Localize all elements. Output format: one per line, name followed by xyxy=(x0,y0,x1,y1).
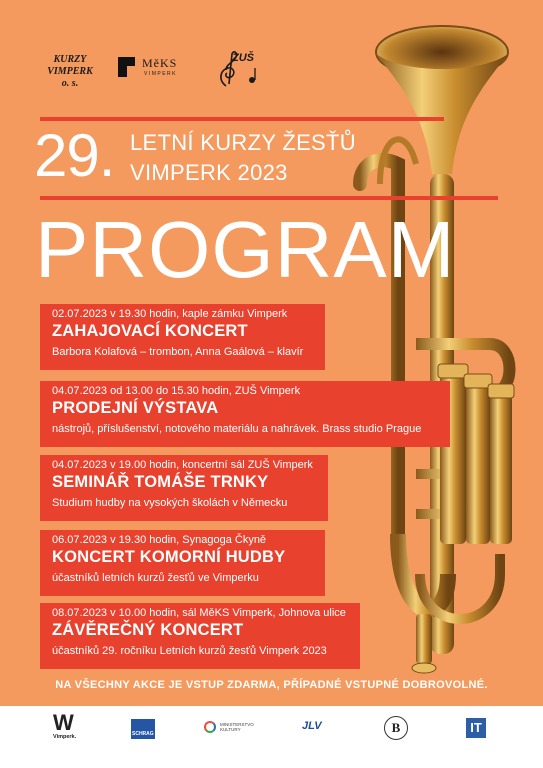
event-description: Studium hudby na vysokých školách v Německu xyxy=(52,497,288,509)
event-date: 02.07.2023 v 19.30 hodin, kaple zámku Vimperk xyxy=(52,308,288,320)
schrag-logo-label: SCHRAG xyxy=(132,731,154,737)
kurzy-logo-line: o. s. xyxy=(61,78,79,89)
event-title: ZAHAJOVACÍ KONCERT xyxy=(52,322,248,340)
zus-logo xyxy=(214,50,262,90)
event-card xyxy=(40,530,325,596)
meks-logo-name: MěKS xyxy=(142,56,178,70)
ministry-ring-icon xyxy=(204,721,216,733)
event-description: Barbora Kolafová – trombon, Anna Gaálová – klavír xyxy=(52,346,304,358)
event-description: nástrojů, příslušenství, notového materiálu a nahrávek. Brass studio Prague xyxy=(52,423,422,435)
event-title: ZÁVĚREČNÝ KONCERT xyxy=(52,621,244,639)
festival-title-line2: VIMPERK 2023 xyxy=(130,160,288,185)
kurzy-logo-line: KURZY xyxy=(53,54,87,65)
event-date: 04.07.2023 v 19.00 hodin, koncertní sál ZUŠ Vimperk xyxy=(52,459,313,471)
event-date: 08.07.2023 v 10.00 hodin, sál MěKS Vimperk, Johnova ulice xyxy=(52,607,346,619)
header-top-rule xyxy=(40,117,444,121)
vimperk-logo-mark: W xyxy=(53,710,70,735)
jlv-sponsor-logo: JLV xyxy=(302,720,322,732)
event-card xyxy=(40,603,360,669)
event-card xyxy=(40,381,450,447)
edition-number: 29. xyxy=(34,122,115,189)
event-date: 04.07.2023 od 13.00 do 15.30 hodin, ZUŠ Vimperk xyxy=(52,385,301,397)
kurzy-vimperk-logo xyxy=(40,54,100,90)
ministry-logo-line: KULTURY xyxy=(220,727,241,732)
event-description: účastníků letních kurzů žesťů ve Vimperku xyxy=(52,572,259,584)
vimperk-sponsor-logo xyxy=(53,712,76,740)
event-date: 06.07.2023 v 19.30 hodin, Synagoga Čkyně xyxy=(52,534,267,546)
trumpet-illustration xyxy=(320,14,535,684)
meks-logo xyxy=(118,56,200,80)
it-sponsor-logo: IT xyxy=(466,718,486,738)
event-description: účastníků 29. ročníku Letních kurzů žesťů Vimperk 2023 xyxy=(52,645,327,657)
schrag-sponsor-logo xyxy=(131,719,155,739)
event-card xyxy=(40,304,325,370)
free-entry-notice: NA VŠECHNY AKCE JE VSTUP ZDARMA, PŘÍPADNÉ VSTUPNÉ DOBROVOLNÉ. xyxy=(55,679,488,691)
header-bottom-rule xyxy=(40,196,498,200)
ministry-logo-line: MINISTERSTVO xyxy=(220,722,254,727)
sponsor-footer xyxy=(0,706,543,768)
meks-logo-mark xyxy=(118,57,135,77)
festival-title-line1: LETNÍ KURZY ŽESŤŮ xyxy=(130,130,356,155)
seal-sponsor-logo: B xyxy=(384,716,408,740)
event-title: KONCERT KOMORNÍ HUDBY xyxy=(52,548,286,566)
program-heading: PROGRAM xyxy=(35,205,456,294)
vimperk-logo-label: Vimperk. xyxy=(53,734,77,740)
ministry-logo-label xyxy=(220,722,254,732)
event-title: PRODEJNÍ VÝSTAVA xyxy=(52,399,219,417)
event-card xyxy=(40,455,328,521)
zus-logo-text: ZUŠ xyxy=(232,52,254,64)
kurzy-logo-line: VIMPERK xyxy=(47,66,93,77)
event-title: SEMINÁŘ TOMÁŠE TRNKY xyxy=(52,473,269,491)
ministry-of-culture-logo xyxy=(204,720,254,740)
meks-logo-sub: VIMPERK xyxy=(144,71,178,77)
